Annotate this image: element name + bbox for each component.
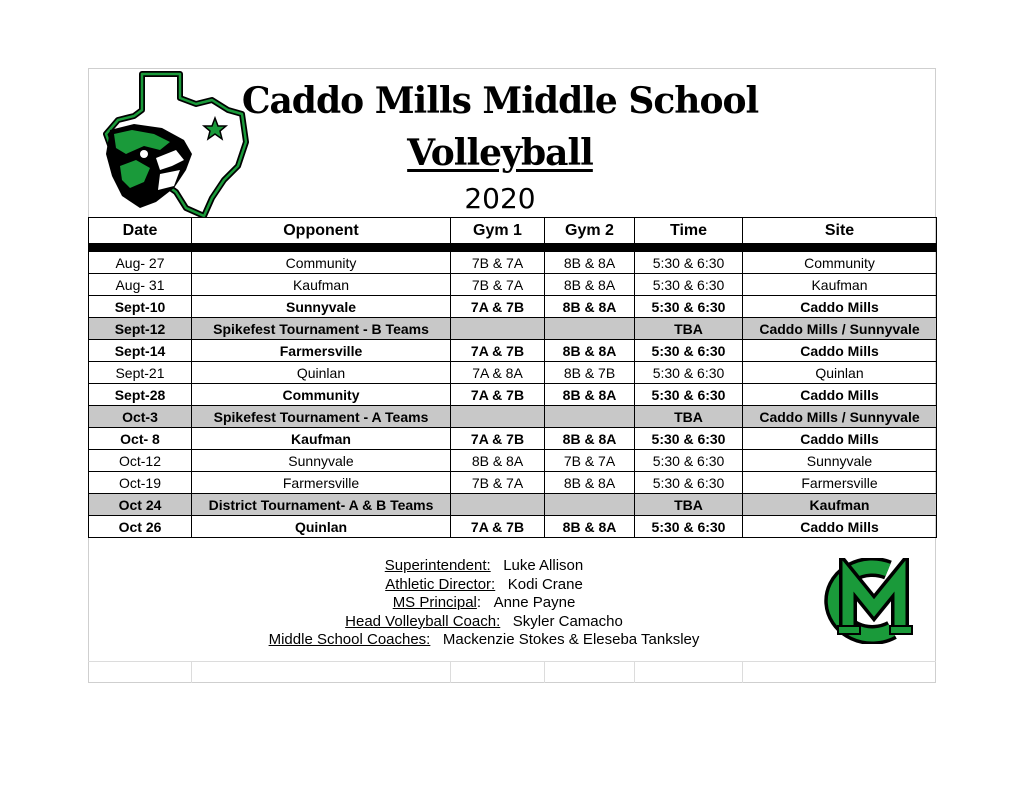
cell-time: TBA bbox=[635, 494, 743, 516]
cell-site: Caddo Mills bbox=[743, 384, 937, 406]
cell-site: Farmersville bbox=[743, 472, 937, 494]
grid-line bbox=[634, 661, 635, 683]
column-header-date: Date bbox=[89, 218, 192, 244]
staff-list bbox=[200, 557, 768, 650]
cell-site: Community bbox=[743, 252, 937, 274]
column-header-time: Time bbox=[635, 218, 743, 244]
staff-role: Middle School Coaches: bbox=[268, 631, 431, 648]
cell-gym2: 8B & 8A bbox=[545, 296, 635, 318]
grid-line bbox=[88, 661, 936, 662]
cell-site: Kaufman bbox=[743, 494, 937, 516]
cell-opponent: Community bbox=[192, 252, 451, 274]
cell-gym2: 8B & 8A bbox=[545, 384, 635, 406]
cell-date: Sept-21 bbox=[89, 362, 192, 384]
cell-site: Caddo Mills bbox=[743, 428, 937, 450]
cell-gym1: 7A & 7B bbox=[451, 296, 545, 318]
cell-site: Caddo Mills / Sunnyvale bbox=[743, 406, 937, 428]
cell-date: Oct 24 bbox=[89, 494, 192, 516]
cell-date: Sept-28 bbox=[89, 384, 192, 406]
cell-gym1: 7A & 7B bbox=[451, 428, 545, 450]
cell-opponent: Farmersville bbox=[192, 340, 451, 362]
cell-gym1: 7A & 7B bbox=[451, 516, 545, 538]
staff-line bbox=[200, 613, 768, 632]
cell-date: Oct-19 bbox=[89, 472, 192, 494]
cell-date: Oct- 8 bbox=[89, 428, 192, 450]
column-header-gym2: Gym 2 bbox=[545, 218, 635, 244]
grid-line bbox=[544, 661, 545, 683]
sport-title bbox=[200, 132, 800, 174]
cell-time: 5:30 & 6:30 bbox=[635, 340, 743, 362]
cell-gym1: 7A & 7B bbox=[451, 384, 545, 406]
header-separator-bar bbox=[89, 244, 937, 252]
sport-title-text: Volleyball bbox=[407, 132, 593, 174]
cell-opponent: Sunnyvale bbox=[192, 450, 451, 472]
cell-date: Aug- 31 bbox=[89, 274, 192, 296]
column-header-gym1: Gym 1 bbox=[451, 218, 545, 244]
cell-gym1: 8B & 8A bbox=[451, 450, 545, 472]
table-row bbox=[89, 274, 937, 296]
cell-gym1: 7B & 7A bbox=[451, 472, 545, 494]
grid-line bbox=[450, 661, 451, 683]
staff-role: Athletic Director: bbox=[385, 575, 496, 593]
cell-date: Sept-10 bbox=[89, 296, 192, 318]
cell-gym1 bbox=[451, 406, 545, 428]
cell-date: Sept-14 bbox=[89, 340, 192, 362]
header-separator bbox=[89, 244, 937, 252]
cell-time: 5:30 & 6:30 bbox=[635, 296, 743, 318]
staff-role: Head Volleyball Coach: bbox=[345, 612, 501, 630]
cell-gym2: 8B & 8A bbox=[545, 274, 635, 296]
cell-time: 5:30 & 6:30 bbox=[635, 428, 743, 450]
cell-site: Caddo Mills bbox=[743, 340, 937, 362]
cell-gym2: 7B & 7A bbox=[545, 450, 635, 472]
cell-date: Sept-12 bbox=[89, 318, 192, 340]
cell-date: Oct-3 bbox=[89, 406, 192, 428]
cell-site: Caddo Mills bbox=[743, 516, 937, 538]
staff-role-colon: : bbox=[476, 594, 482, 611]
table-header-row bbox=[89, 218, 937, 244]
cell-site: Quinlan bbox=[743, 362, 937, 384]
staff-name: Luke Allison bbox=[503, 557, 584, 574]
cell-opponent: Quinlan bbox=[192, 516, 451, 538]
staff-line bbox=[200, 631, 768, 650]
cell-site: Sunnyvale bbox=[743, 450, 937, 472]
column-header-opponent: Opponent bbox=[192, 218, 451, 244]
cell-opponent: Farmersville bbox=[192, 472, 451, 494]
cell-gym1 bbox=[451, 318, 545, 340]
cell-time: TBA bbox=[635, 318, 743, 340]
cell-time: TBA bbox=[635, 406, 743, 428]
cell-time: 5:30 & 6:30 bbox=[635, 384, 743, 406]
schedule-body bbox=[89, 252, 937, 538]
cell-opponent: Community bbox=[192, 384, 451, 406]
cell-gym1 bbox=[451, 494, 545, 516]
cell-gym1: 7B & 7A bbox=[451, 274, 545, 296]
staff-name: Kodi Crane bbox=[507, 575, 583, 593]
cell-opponent: Spikefest Tournament - A Teams bbox=[192, 406, 451, 428]
table-row bbox=[89, 472, 937, 494]
table-row bbox=[89, 428, 937, 450]
season-year: 2020 bbox=[464, 182, 536, 215]
cell-date: Oct-12 bbox=[89, 450, 192, 472]
cell-gym2 bbox=[545, 494, 635, 516]
school-title: Caddo Mills Middle School bbox=[241, 80, 759, 122]
table-row bbox=[89, 406, 937, 428]
cm-monogram-logo-icon bbox=[818, 558, 930, 644]
staff-role: Superintendent: bbox=[384, 557, 491, 574]
cell-gym2 bbox=[545, 406, 635, 428]
cell-site: Caddo Mills bbox=[743, 296, 937, 318]
table-row bbox=[89, 384, 937, 406]
staff-name: Anne Payne bbox=[493, 594, 576, 611]
cell-opponent: Sunnyvale bbox=[192, 296, 451, 318]
staff-name: Skyler Camacho bbox=[512, 612, 623, 630]
table-row bbox=[89, 318, 937, 340]
staff-line bbox=[200, 557, 768, 576]
cell-gym2 bbox=[545, 318, 635, 340]
table-row bbox=[89, 362, 937, 384]
cell-opponent: Kaufman bbox=[192, 274, 451, 296]
table-row bbox=[89, 494, 937, 516]
schedule-table bbox=[88, 217, 937, 538]
staff-line bbox=[200, 594, 768, 613]
cell-date: Aug- 27 bbox=[89, 252, 192, 274]
staff-line bbox=[200, 576, 768, 595]
grid-line bbox=[742, 661, 743, 683]
table-row bbox=[89, 296, 937, 318]
table-row bbox=[89, 340, 937, 362]
grid-line bbox=[191, 661, 192, 683]
cell-gym2: 8B & 8A bbox=[545, 340, 635, 362]
cell-time: 5:30 & 6:30 bbox=[635, 252, 743, 274]
cell-gym1: 7A & 8A bbox=[451, 362, 545, 384]
cell-opponent: Spikefest Tournament - B Teams bbox=[192, 318, 451, 340]
table-row bbox=[89, 450, 937, 472]
cell-site: Kaufman bbox=[743, 274, 937, 296]
cell-opponent: District Tournament- A & B Teams bbox=[192, 494, 451, 516]
cell-gym2: 8B & 7B bbox=[545, 362, 635, 384]
cell-time: 5:30 & 6:30 bbox=[635, 516, 743, 538]
cell-time: 5:30 & 6:30 bbox=[635, 362, 743, 384]
column-header-site: Site bbox=[743, 218, 937, 244]
cell-gym1: 7A & 7B bbox=[451, 340, 545, 362]
cell-time: 5:30 & 6:30 bbox=[635, 450, 743, 472]
table-row bbox=[89, 252, 937, 274]
cell-gym2: 8B & 8A bbox=[545, 472, 635, 494]
cell-time: 5:30 & 6:30 bbox=[635, 472, 743, 494]
cell-gym2: 8B & 8A bbox=[545, 428, 635, 450]
staff-name: Mackenzie Stokes & Eleseba Tanksley bbox=[442, 631, 700, 648]
table-row bbox=[89, 516, 937, 538]
cell-time: 5:30 & 6:30 bbox=[635, 274, 743, 296]
cell-gym1: 7B & 7A bbox=[451, 252, 545, 274]
cell-opponent: Kaufman bbox=[192, 428, 451, 450]
cell-gym2: 8B & 8A bbox=[545, 252, 635, 274]
cell-gym2: 8B & 8A bbox=[545, 516, 635, 538]
cell-date: Oct 26 bbox=[89, 516, 192, 538]
staff-role: MS Principal bbox=[392, 594, 477, 611]
cell-site: Caddo Mills / Sunnyvale bbox=[743, 318, 937, 340]
cell-opponent: Quinlan bbox=[192, 362, 451, 384]
